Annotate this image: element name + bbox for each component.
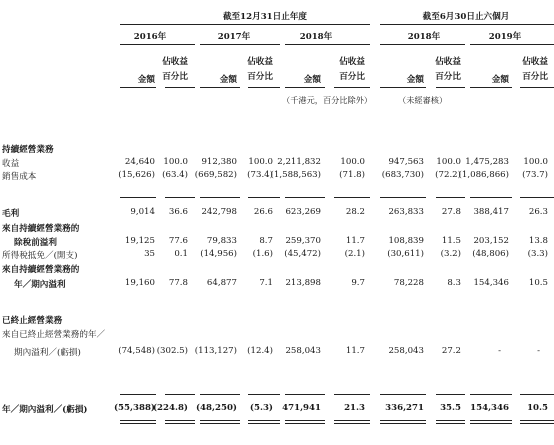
total-double-rule [520, 423, 554, 424]
halfyear-2019: 2019年 [488, 32, 522, 42]
amount-cell: (45,472) [284, 249, 321, 259]
amount-cell: (15,626) [118, 170, 155, 180]
halfyear-2018-rule [380, 44, 465, 45]
pct-cell: (71.8) [339, 170, 365, 180]
period-year-label: 截至12月31日止年度 [222, 12, 308, 22]
pct-cell: 77.8 [168, 278, 188, 288]
total-double-rule [520, 420, 554, 421]
period-year-rule [120, 24, 370, 25]
amount-cell: 78,228 [393, 278, 424, 288]
total-double-rule [334, 420, 370, 421]
row-label: 毛利 [2, 209, 20, 219]
pct-header-line2: 百分比 [162, 72, 188, 82]
total-double-rule [165, 420, 195, 421]
subtotal-rule [380, 197, 426, 198]
total-double-rule [200, 423, 240, 424]
amount-cell: 203,152 [473, 236, 509, 246]
amount-cell: 19,125 [124, 236, 155, 246]
pct-cell: 28.2 [345, 207, 365, 217]
amount-cell: 154,346 [470, 403, 509, 413]
subtotal-rule [285, 394, 325, 395]
amount-header: 金額 [406, 75, 424, 85]
total-double-rule [436, 423, 465, 424]
pct-cell: 26.3 [528, 207, 548, 217]
subtotal-rule [120, 197, 156, 198]
subtotal-rule [470, 394, 512, 395]
pct-cell: 7.1 [259, 278, 273, 288]
pct-cell: (12.4) [247, 346, 273, 356]
subtotal-rule [120, 394, 156, 395]
pct-cell: 26.6 [253, 207, 273, 217]
total-double-rule [120, 420, 156, 421]
amount-cell: 258,043 [388, 346, 424, 356]
amount-cell: (113,127) [194, 346, 237, 356]
amount-header: 金額 [303, 75, 321, 85]
pct-cell: 100.0 [248, 157, 273, 167]
subtotal-rule [165, 394, 195, 395]
column-header-rule [120, 87, 156, 88]
subtotal-rule [285, 197, 325, 198]
amount-cell: 947,563 [388, 157, 424, 167]
amount-cell: (683,730) [381, 170, 424, 180]
pct-cell: (302.5) [156, 346, 188, 356]
period-halfyear-rule [380, 24, 554, 25]
row-label: 年／期內溢利 [14, 280, 66, 290]
row-label: 所得稅抵免／(開支) [2, 251, 78, 261]
row-label: 除稅前溢利 [14, 238, 57, 248]
pct-cell: 9.7 [351, 278, 365, 288]
amount-cell: 623,269 [285, 207, 321, 217]
column-header-rule [334, 87, 370, 88]
pct-cell: 10.5 [527, 403, 548, 413]
column-header-rule [380, 87, 426, 88]
total-double-rule [470, 423, 512, 424]
total-double-rule [380, 420, 426, 421]
pct-cell: (3.3) [527, 249, 548, 259]
pct-header-line2: 百分比 [339, 72, 365, 82]
pct-cell: (73.4) [247, 170, 273, 180]
amount-cell: 336,271 [385, 403, 424, 413]
subtotal-rule [380, 394, 426, 395]
amount-cell: (1,588,563) [270, 170, 321, 180]
subtotal-rule [436, 197, 465, 198]
amount-cell: 471,941 [282, 403, 321, 413]
amount-cell: 213,898 [285, 278, 321, 288]
amount-cell: (55,388) [113, 403, 155, 413]
total-double-rule [285, 423, 325, 424]
pct-header-line1: 佔收益 [522, 57, 548, 67]
year-2016: 2016年 [133, 32, 167, 42]
year-2016-rule [120, 44, 195, 45]
pct-header-line2: 百分比 [247, 72, 273, 82]
amount-cell: 912,380 [201, 157, 237, 167]
year-2018-rule [285, 44, 370, 45]
column-header-rule [520, 87, 554, 88]
row-label: 來自持續經營業務的 [2, 224, 80, 234]
pct-cell: (224.8) [152, 403, 188, 413]
column-header-rule [248, 87, 280, 88]
pct-cell: 8.3 [447, 278, 461, 288]
amount-cell: 388,417 [473, 207, 509, 217]
amount-cell: 9,014 [130, 207, 155, 217]
pct-cell: - [537, 346, 540, 356]
amount-cell: 64,877 [206, 278, 237, 288]
amount-cell: 35 [144, 249, 155, 259]
pct-cell: (5.3) [249, 403, 273, 413]
pct-cell: 21.3 [344, 403, 365, 413]
pct-cell: 27.8 [441, 207, 461, 217]
amount-header: 金額 [219, 75, 237, 85]
amount-cell: (74,548) [118, 346, 155, 356]
pct-cell: 10.5 [528, 278, 548, 288]
column-header-rule [285, 87, 325, 88]
amount-cell: 263,833 [388, 207, 424, 217]
amount-header: 金額 [137, 75, 155, 85]
pct-cell: 35.5 [440, 403, 461, 413]
pct-cell: 8.7 [259, 236, 273, 246]
subtotal-rule [520, 394, 554, 395]
total-double-rule [248, 423, 280, 424]
amount-cell: 19,160 [124, 278, 155, 288]
total-double-rule [165, 423, 195, 424]
pct-cell: 11.7 [345, 236, 365, 246]
subtotal-rule [436, 394, 465, 395]
pct-header-line1: 佔收益 [339, 57, 365, 67]
pct-cell: (1.6) [252, 249, 273, 259]
column-header-rule [436, 87, 465, 88]
halfyear-2018: 2018年 [407, 32, 441, 42]
amount-cell: 79,833 [206, 236, 237, 246]
total-double-rule [285, 420, 325, 421]
pct-cell: 36.6 [168, 207, 188, 217]
pct-cell: 13.8 [528, 236, 548, 246]
amount-cell: 242,798 [201, 207, 237, 217]
pct-cell: 100.0 [523, 157, 548, 167]
amount-cell: 1,475,283 [465, 157, 509, 167]
amount-cell: (48,806) [472, 249, 509, 259]
pct-header-line2: 百分比 [435, 72, 461, 82]
subtotal-rule [334, 197, 370, 198]
amount-cell: 108,839 [388, 236, 424, 246]
total-double-rule [120, 423, 156, 424]
pct-cell: 27.2 [441, 346, 461, 356]
subtotal-rule [248, 197, 280, 198]
amount-cell: (14,956) [200, 249, 237, 259]
row-label: 持續經營業務 [2, 145, 54, 155]
subtotal-rule [165, 197, 195, 198]
row-label: 來自已終止經營業務的年／ [2, 330, 106, 340]
amount-cell: 258,043 [285, 346, 321, 356]
subtotal-rule [520, 197, 554, 198]
pct-header-line1: 佔收益 [435, 57, 461, 67]
row-label: 銷售成本 [2, 172, 37, 182]
pct-cell: (63.4) [162, 170, 188, 180]
row-label: 收益 [2, 159, 20, 169]
amount-cell: (1,086,866) [458, 170, 509, 180]
amount-cell: 154,346 [473, 278, 509, 288]
pct-cell: 11.5 [441, 236, 461, 246]
year-2017: 2017年 [217, 32, 251, 42]
pct-cell: 77.6 [168, 236, 188, 246]
year-2018: 2018年 [299, 32, 333, 42]
column-header-rule [470, 87, 512, 88]
pct-cell: 100.0 [163, 157, 188, 167]
subtotal-rule [248, 394, 280, 395]
period-halfyear-label: 截至6月30日止六個月 [422, 12, 510, 22]
pct-cell: (3.2) [440, 249, 461, 259]
pct-cell: 100.0 [340, 157, 365, 167]
year-2017-rule [200, 44, 280, 45]
amount-cell: 24,640 [124, 157, 155, 167]
pct-cell: (73.7) [522, 170, 548, 180]
total-double-rule [380, 423, 426, 424]
total-double-rule [470, 420, 512, 421]
amount-cell: - [498, 346, 501, 356]
pct-cell: (2.1) [344, 249, 365, 259]
pct-cell: 11.7 [345, 346, 365, 356]
pct-cell: (72.2) [435, 170, 461, 180]
amount-header: 金額 [491, 75, 509, 85]
pct-header-line2: 百分比 [522, 72, 548, 82]
unaudited-note: （未經審核） [398, 95, 448, 105]
row-label: 年／期內溢利／(虧損) [2, 405, 88, 415]
total-double-rule [436, 420, 465, 421]
column-header-rule [200, 87, 240, 88]
subtotal-rule [334, 394, 370, 395]
amount-cell: (30,611) [387, 249, 424, 259]
unit-note: （千港元，百分比除外） [282, 95, 373, 105]
total-double-rule [200, 420, 240, 421]
row-label: 已終止經營業務 [2, 316, 63, 326]
total-double-rule [248, 420, 280, 421]
total-double-rule [334, 423, 370, 424]
row-label: 來自持續經營業務的 [2, 265, 80, 275]
pct-cell: 100.0 [436, 157, 461, 167]
halfyear-2019-rule [470, 44, 554, 45]
pct-header-line1: 佔收益 [162, 57, 188, 67]
subtotal-rule [470, 197, 512, 198]
amount-cell: 259,370 [285, 236, 321, 246]
amount-cell: 2,211,832 [277, 157, 321, 167]
row-label: 期內溢利／(虧損) [14, 348, 81, 358]
pct-cell: 0.1 [174, 249, 188, 259]
amount-cell: (48,250) [195, 403, 237, 413]
subtotal-rule [200, 197, 240, 198]
amount-cell: (669,582) [194, 170, 237, 180]
column-header-rule [165, 87, 195, 88]
pct-header-line1: 佔收益 [247, 57, 273, 67]
subtotal-rule [200, 394, 240, 395]
